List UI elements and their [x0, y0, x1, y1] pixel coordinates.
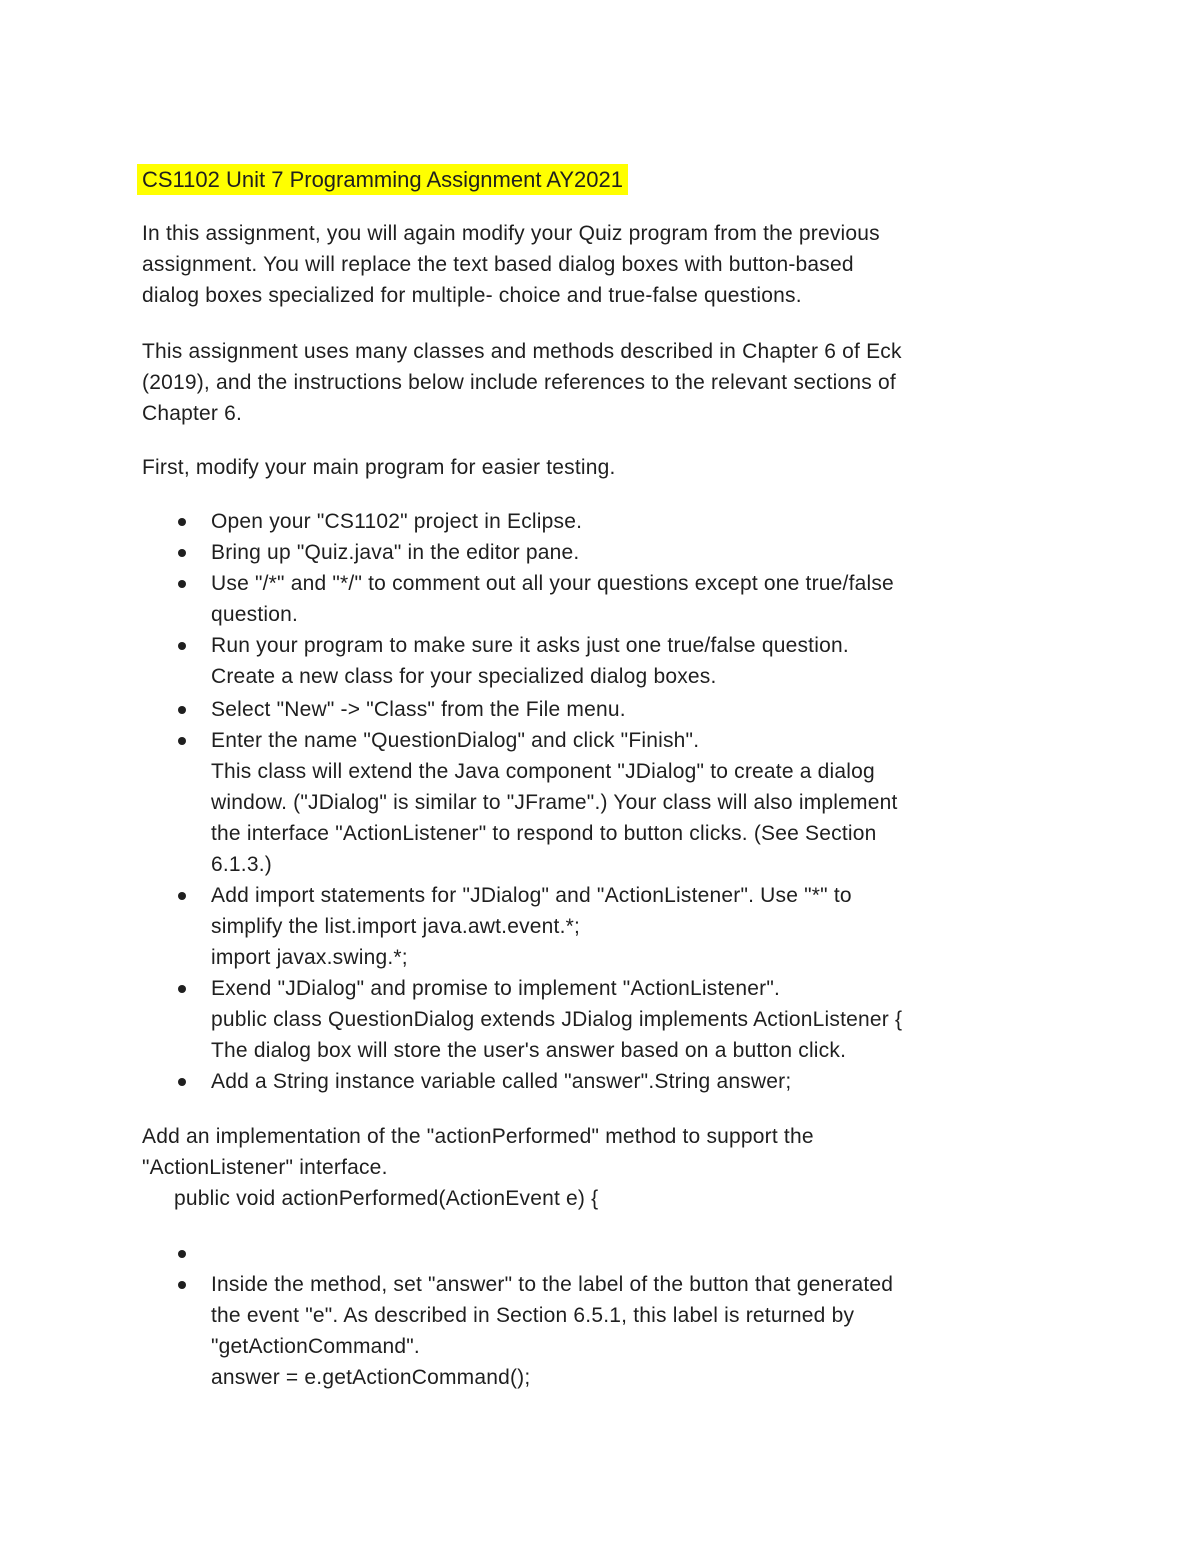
bullet-line: Select "New" -> "Class" from the File menu.	[211, 698, 626, 721]
bullet-line: Create a new class for your specialized dialog boxes.	[211, 665, 717, 688]
bullet-line: This class will extend the Java component "JDialog" to create a dialog	[211, 760, 875, 783]
bullet-dot	[178, 737, 186, 745]
bullet-line: Add a String instance variable called "answer".String answer;	[211, 1070, 792, 1093]
bullet-line: Enter the name "QuestionDialog" and click "Finish".	[211, 729, 700, 752]
bullet-line: answer = e.getActionCommand();	[211, 1366, 531, 1389]
bullet-line: 6.1.3.)	[211, 853, 272, 876]
bullet-line: the event "e". As described in Section 6.5.1, this label is returned by	[211, 1304, 855, 1327]
bullet-line: the interface "ActionListener" to respond to button clicks. (See Section	[211, 822, 877, 845]
document-title: CS1102 Unit 7 Programming Assignment AY2021	[137, 164, 628, 195]
bullet-line: window. ("JDialog" is similar to "JFrame".) Your class will also implement	[211, 791, 898, 814]
bullet-dot	[178, 985, 186, 993]
bullet-dot	[178, 892, 186, 900]
action-para-line: "ActionListener" interface.	[142, 1156, 388, 1179]
bullet-dot	[178, 642, 186, 650]
chapter-note-line: (2019), and the instructions below include references to the relevant sections of	[142, 371, 896, 394]
bullet-dot	[178, 1250, 186, 1258]
bullet-line: Bring up "Quiz.java" in the editor pane.	[211, 541, 580, 564]
bullet-line: Run your program to make sure it asks just one true/false question.	[211, 634, 849, 657]
chapter-note-line: This assignment uses many classes and methods described in Chapter 6 of Eck	[142, 340, 902, 363]
first-step-line: First, modify your main program for easier testing.	[142, 456, 616, 479]
intro-line: dialog boxes specialized for multiple- choice and true-false questions.	[142, 284, 802, 307]
bullet-dot	[178, 518, 186, 526]
bullet-line: question.	[211, 603, 299, 626]
bullet-line: Exend "JDialog" and promise to implement "ActionListener".	[211, 977, 781, 1000]
bullet-line: import javax.swing.*;	[211, 946, 408, 969]
bullet-line: "getActionCommand".	[211, 1335, 420, 1358]
bullet-line: Open your "CS1102" project in Eclipse.	[211, 510, 583, 533]
bullet-line: Add import statements for "JDialog" and "ActionListener". Use "*" to	[211, 884, 852, 907]
bullet-line: Use "/*" and "*/" to comment out all your questions except one true/false	[211, 572, 894, 595]
bullet-line: public class QuestionDialog extends JDialog implements ActionListener {	[211, 1008, 903, 1031]
intro-line: assignment. You will replace the text based dialog boxes with button-based	[142, 253, 854, 276]
bullet-dot	[178, 1078, 186, 1086]
bullet-line: Inside the method, set "answer" to the label of the button that generated	[211, 1273, 894, 1296]
bullet-dot	[178, 706, 186, 714]
bullet-line: The dialog box will store the user's answer based on a button click.	[211, 1039, 847, 1062]
bullet-dot	[178, 580, 186, 588]
action-code-line: public void actionPerformed(ActionEvent e) {	[174, 1187, 599, 1210]
chapter-note-line: Chapter 6.	[142, 402, 243, 425]
intro-line: In this assignment, you will again modify your Quiz program from the previous	[142, 222, 880, 245]
bullet-line: simplify the list.import java.awt.event.*;	[211, 915, 581, 938]
bullet-dot	[178, 549, 186, 557]
bullet-dot	[178, 1281, 186, 1289]
action-para-line: Add an implementation of the "actionPerformed" method to support the	[142, 1125, 814, 1148]
